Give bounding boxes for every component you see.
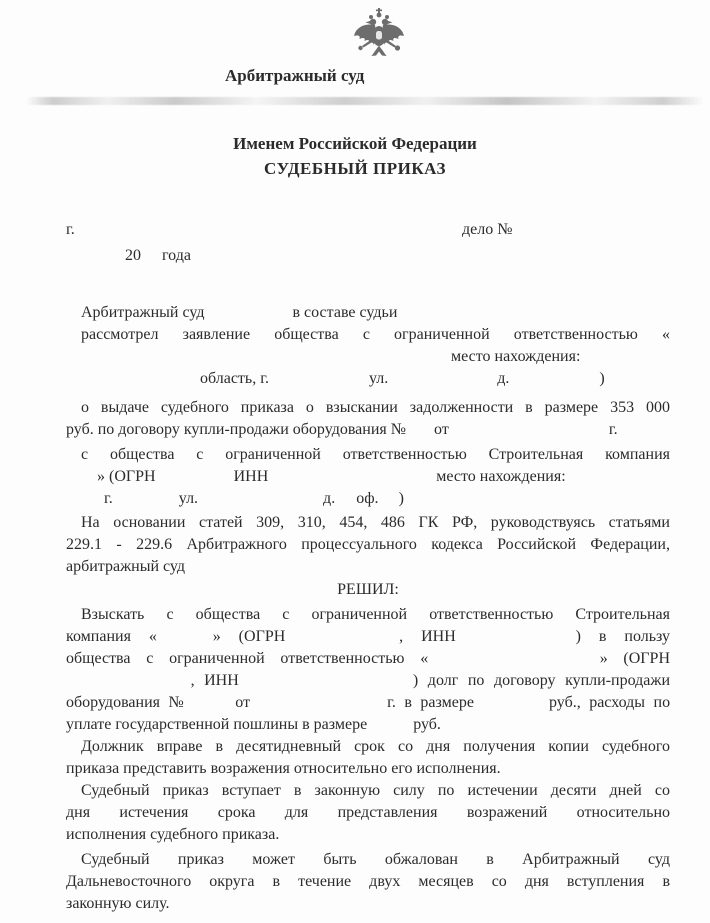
rub-label: руб. <box>413 716 441 733</box>
ogrn-label: » (ОГРН <box>212 628 286 645</box>
appeal-paragraph <box>66 849 670 915</box>
resolution-line-6 <box>66 714 670 736</box>
debtor-line-1: с общества с ограниченной ответственностью Строительная компания <box>81 446 670 463</box>
debt-label: ) долг по договору купли-продажи <box>412 672 671 689</box>
close-paren: ) <box>599 370 605 387</box>
from-label: от <box>434 421 449 438</box>
claimant-location-line <box>66 346 670 368</box>
house-label: д. <box>497 370 510 387</box>
appeal-line-3: законную силу. <box>66 895 170 912</box>
street-label: ул. <box>178 490 199 507</box>
claimant-address-line <box>66 368 670 390</box>
legal-basis-paragraph <box>66 512 670 578</box>
amount-label: г. в размере <box>387 694 474 711</box>
case-number-label: дело № <box>462 221 513 238</box>
intro-paragraph <box>66 302 670 390</box>
region-label: область, г. <box>200 370 269 387</box>
from-label: от <box>235 694 251 711</box>
header-divider <box>26 97 704 105</box>
debtor-line-2 <box>66 466 670 488</box>
resolution-line-1: Взыскать с общества с ограниченной ответственностью Строительная <box>81 606 670 623</box>
resolution-line-2 <box>66 626 670 648</box>
appeal-line-1: Судебный приказ может быть обжалован в Арбитражный суд <box>81 851 670 868</box>
debtor-rights-line-1: Должник вправе в десятидневный срок со дня получения копии судебного <box>81 738 670 755</box>
resolution-paragraph <box>66 604 670 736</box>
company-quote: компания « <box>66 628 157 645</box>
inn-label: , ИНН <box>399 628 456 645</box>
debtor-location-label: место нахождения: <box>436 468 566 485</box>
court-composition-line <box>66 302 670 324</box>
contract-label: руб. по договору купли-продажи оборудования № <box>66 421 407 438</box>
inn-label: , ИНН <box>190 672 239 689</box>
document-body <box>0 219 710 915</box>
equipment-label: оборудования № <box>66 694 189 711</box>
in-the-name-line: Именем Российской Федерации <box>233 134 477 153</box>
location-label: место нахождения: <box>451 348 581 365</box>
date-row <box>66 245 670 267</box>
street-label: ул. <box>368 370 389 387</box>
debtor-rights-line-2: приказа представить возражения относительно его исполнения. <box>66 760 501 777</box>
court-label: Арбитражный суд <box>81 304 205 321</box>
in-favor-label: ) в пользу <box>575 628 671 645</box>
ogrn-label: » (ОГРН <box>599 650 671 667</box>
state-duty-label: уплате государственной пошлины в размере <box>66 716 368 733</box>
legal-basis-line-3: арбитражный суд <box>66 558 186 575</box>
debtor-rights-paragraph <box>66 736 670 780</box>
legal-force-paragraph <box>66 780 670 846</box>
legal-basis-line-1: На основании статей 309, 310, 454, 486 ГК РФ, руководствуясь статьями <box>81 514 670 531</box>
office-label: оф. <box>356 490 379 507</box>
city-abbrev: г. <box>104 490 113 507</box>
year-prefix: 20 <box>125 247 141 264</box>
legal-force-line-3: исполнения судебного приказа. <box>66 826 280 843</box>
house-label: д. <box>323 490 336 507</box>
legal-force-line-1: Судебный приказ вступает в законную силу по истечении десяти дней со <box>81 782 670 799</box>
resolution-line-5 <box>66 692 670 714</box>
debtor-paragraph <box>66 444 670 510</box>
inn-label: ИНН <box>233 468 269 485</box>
ogrn-label: » (ОГРН <box>97 468 156 485</box>
resolution-line-4 <box>66 670 670 692</box>
claimant-company-label: общества с ограниченной ответственностью « <box>66 650 429 667</box>
resolution-heading: РЕШИЛ: <box>337 581 399 598</box>
debtor-address-line <box>66 488 670 510</box>
claim-line-1: о выдаче судебного приказа о взыскании задолженности в размере 353 000 <box>81 399 670 416</box>
application-line: рассмотрел заявление общества с ограниченной ответственностью « <box>81 326 670 343</box>
city-abbrev: г. <box>608 421 618 438</box>
expenses-label: руб., расходы по <box>548 694 671 711</box>
appeal-line-2: Дальневосточного округа в течение двух месяцев со дня вступления в <box>66 873 670 890</box>
russian-coat-of-arms-icon <box>350 8 408 62</box>
case-header-row <box>66 219 670 241</box>
close-paren: ) <box>398 490 404 507</box>
year-word: года <box>162 247 191 264</box>
resolution-line-3 <box>66 648 670 670</box>
city-prefix: г. <box>66 221 75 238</box>
legal-force-line-2: дня истечения срока для представления возражений относительно <box>66 804 670 821</box>
legal-basis-line-2: 229.1 - 229.6 Арбитражного процессуального кодекса Российской Федерации, <box>66 536 670 553</box>
judge-label: в составе судьи <box>292 304 398 321</box>
document-title: СУДЕБНЫЙ ПРИКАЗ <box>264 159 446 178</box>
claim-line-2 <box>66 419 670 441</box>
claim-paragraph <box>66 397 670 441</box>
court-name-header: Арбитражный суд <box>225 66 365 85</box>
